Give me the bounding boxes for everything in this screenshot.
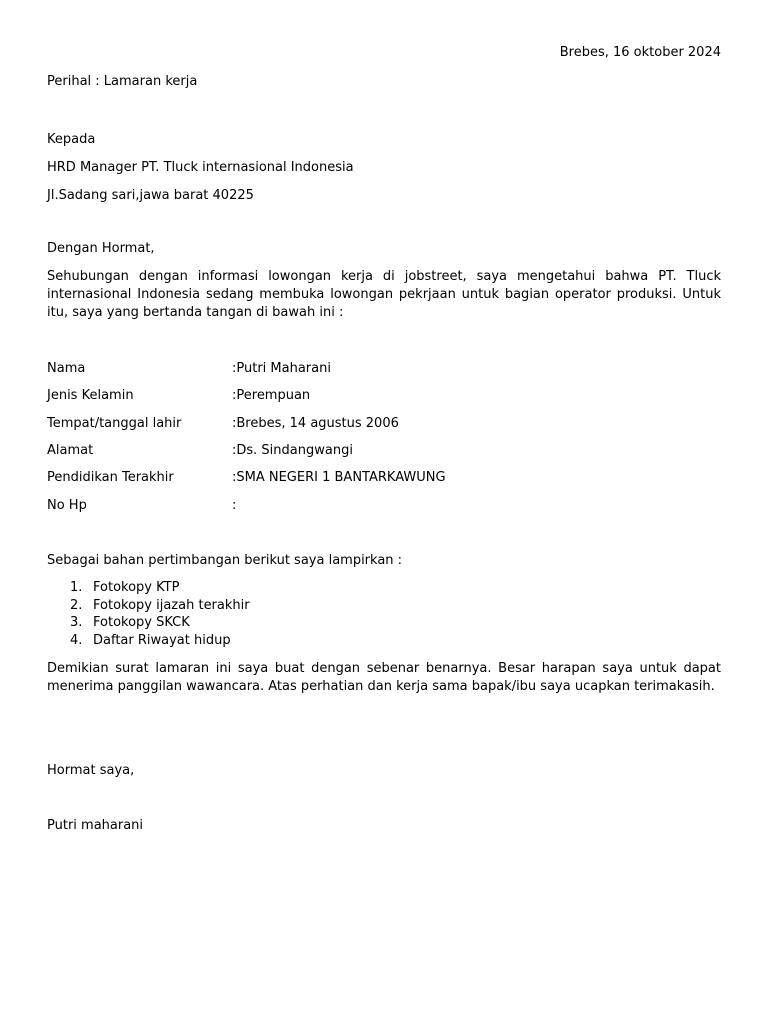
recipient-to: Kepada — [47, 132, 96, 147]
attachments-intro: Sebagai bahan pertimbangan berikut saya lampirkan : — [47, 553, 403, 568]
list-text: Fotokopy SKCK — [93, 615, 190, 631]
list-text: Fotokopy KTP — [93, 580, 180, 595]
detail-value: :Putri Maharani — [232, 361, 331, 376]
recipient-address: Jl.Sadang sari,jawa barat 40225 — [47, 188, 254, 203]
list-item — [47, 579, 250, 597]
detail-value: :Brebes, 14 agustus 2006 — [232, 416, 399, 431]
detail-label: No Hp — [47, 498, 87, 513]
list-number: 4. — [70, 633, 83, 649]
recipient-name: HRD Manager PT. Tluck internasional Indonesia — [47, 160, 354, 175]
detail-label: Pendidikan Terakhir — [47, 470, 174, 485]
list-text: Daftar Riwayat hidup — [93, 633, 231, 649]
list-item — [47, 632, 250, 650]
letter-subject: Perihal : Lamaran kerja — [47, 74, 198, 89]
detail-label: Tempat/tanggal lahir — [47, 416, 182, 431]
closing-paragraph: Demikian surat lamaran ini saya buat dengan sebenar benarnya. Besar harapan saya untuk dapat menerima panggilan wawancara. Atas perhatian dan kerja sama bapak/ibu saya ucapkan terimakasih. — [47, 661, 721, 694]
detail-label: Jenis Kelamin — [47, 388, 134, 403]
greeting: Dengan Hormat, — [47, 241, 155, 256]
detail-value: :Ds. Sindangwangi — [232, 443, 353, 458]
closing-salutation: Hormat saya, — [47, 763, 135, 778]
list-item — [47, 614, 250, 632]
letter-date: Brebes, 16 oktober 2024 — [559, 45, 721, 60]
detail-label: Nama — [47, 361, 86, 376]
intro-paragraph: Sehubungan dengan informasi lowongan kerja di jobstreet, saya mengetahui bahwa PT. Tluck internasional Indonesia sedang membuka lowongan pekrjaan untuk bagian operator produksi. Untuk itu, saya yang bertanda tangan di bawah ini : — [47, 269, 721, 320]
list-number: 3. — [70, 615, 83, 631]
list-item — [47, 597, 250, 615]
list-number: 1. — [70, 580, 83, 595]
list-text: Fotokopy ijazah terakhir — [93, 597, 250, 613]
detail-label: Alamat — [47, 443, 94, 458]
signature-name: Putri maharani — [47, 818, 144, 833]
detail-value: :SMA NEGERI 1 BANTARKAWUNG — [232, 470, 446, 485]
attachments-list — [47, 579, 250, 650]
detail-value: : — [232, 498, 237, 513]
detail-value: :Perempuan — [232, 388, 311, 403]
list-number: 2. — [70, 597, 83, 613]
